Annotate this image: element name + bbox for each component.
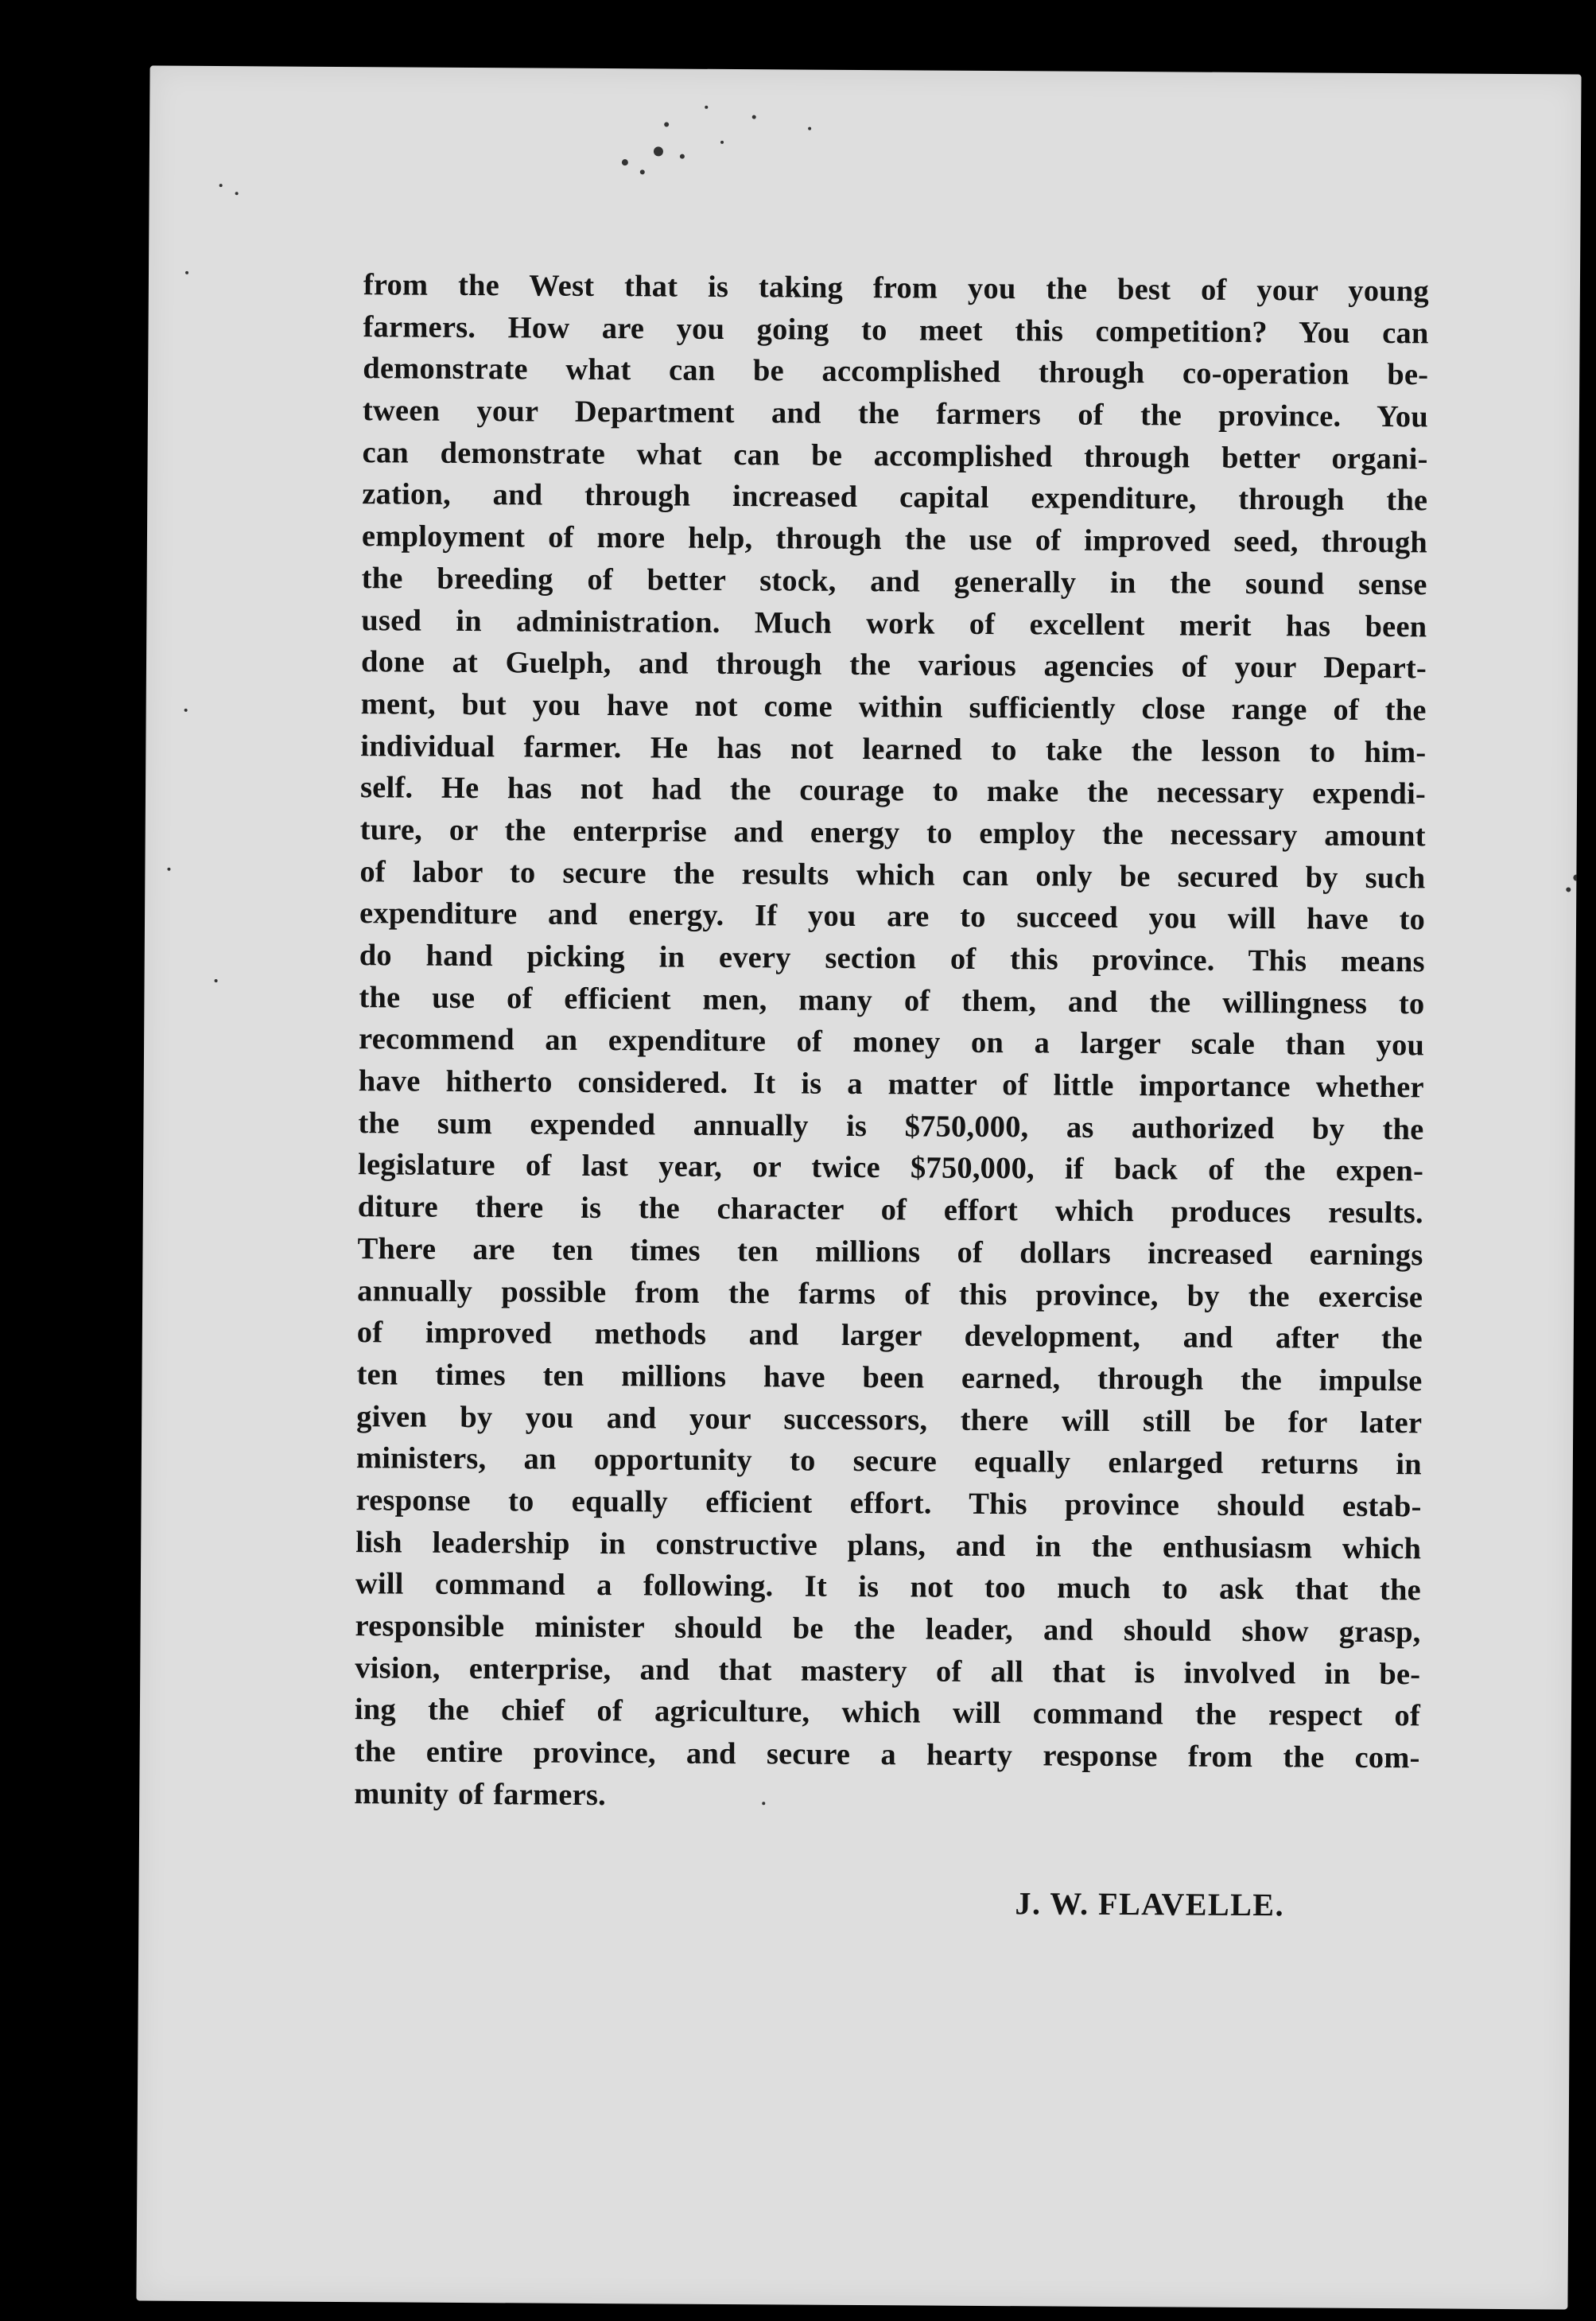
text-line: vision, enterprise, and that mastery of all that is involved in be- [355,1650,1421,1692]
document-page [136,66,1581,2310]
letter-body [354,264,1429,1821]
text-line: of labor to secure the results which can only be secured by such [359,854,1426,895]
text-line: ten times ten millions have been earned, through the impulse [356,1358,1423,1398]
text-line: will command a following. It is not too much to ask that the [355,1567,1422,1608]
text-line: legislature of last year, or twice $750,000, if back of the expen- [358,1148,1424,1188]
text-line: annually possible from the farms of this province, by the exercise [357,1273,1423,1314]
text-line: used in administration. Much work of excellent merit has been [361,603,1427,643]
text-line: recommend an expenditure of money on a larger scale than you [358,1022,1425,1063]
text-line: do hand picking in every section of this province. This means [359,939,1425,979]
text-line: have hitherto considered. It is a matter of little importance whether [358,1064,1424,1105]
text-line: response to equally efficient effort. This province should estab- [355,1483,1422,1524]
text-line: demonstrate what can be accomplished through co-operation be- [363,352,1429,392]
signature: J. W. FLAVELLE. [1015,1885,1285,1923]
text-line: diture there is the character of effort which produces results. [357,1190,1423,1230]
text-line: zation, and through increased capital expenditure, through the [362,477,1428,518]
text-line: the sum expended annually is $750,000, as authorized by the [358,1106,1424,1147]
text-line: done at Guelph, and through the various agencies of your Depart- [360,645,1427,686]
text-line: lish leadership in constructive plans, and in the enthusiasm which [355,1525,1422,1565]
text-line: tween your Department and the farmers of the province. You [362,394,1429,434]
text-line: ment, but you have not come within sufficiently close range of the [360,687,1427,728]
text-line: responsible minister should be the leader, and should show grasp, [355,1609,1421,1650]
text-line: There are ten times ten millions of dollars increased earnings [357,1231,1423,1273]
text-line: the entire province, and secure a hearty response from the com- [354,1735,1420,1775]
text-line: employment of more help, through the use of improved seed, through [361,519,1428,560]
text-line: of improved methods and larger development, and after the [356,1316,1423,1356]
text-line: ing the chief of agriculture, which will command the respect of [354,1693,1421,1733]
text-line: ministers, an opportunity to secure equally enlarged returns in [355,1441,1423,1482]
text-line: self. He has not had the courage to make the necessary expendi- [359,771,1427,811]
text-line: can demonstrate what can be accomplished through better organi- [362,435,1428,476]
text-line: ture, or the enterprise and energy to employ the necessary amount [359,813,1426,853]
text-line: from the West that is taking from you the best of your young [363,268,1430,309]
text-line: the use of efficient men, many of them, and the willingness to [359,980,1425,1021]
text-line: farmers. How are you going to meet this competition? You can [363,309,1429,351]
text-line: given by you and your successors, there will still be for later [356,1399,1423,1440]
text-line: munity of farmers. [354,1776,607,1812]
text-line: the breeding of better stock, and generally in the sound sense [361,561,1427,602]
text-line: individual farmer. He has not learned to take the lesson to him- [360,729,1427,769]
text-line: expenditure and energy. If you are to succeed you will have to [359,896,1426,937]
